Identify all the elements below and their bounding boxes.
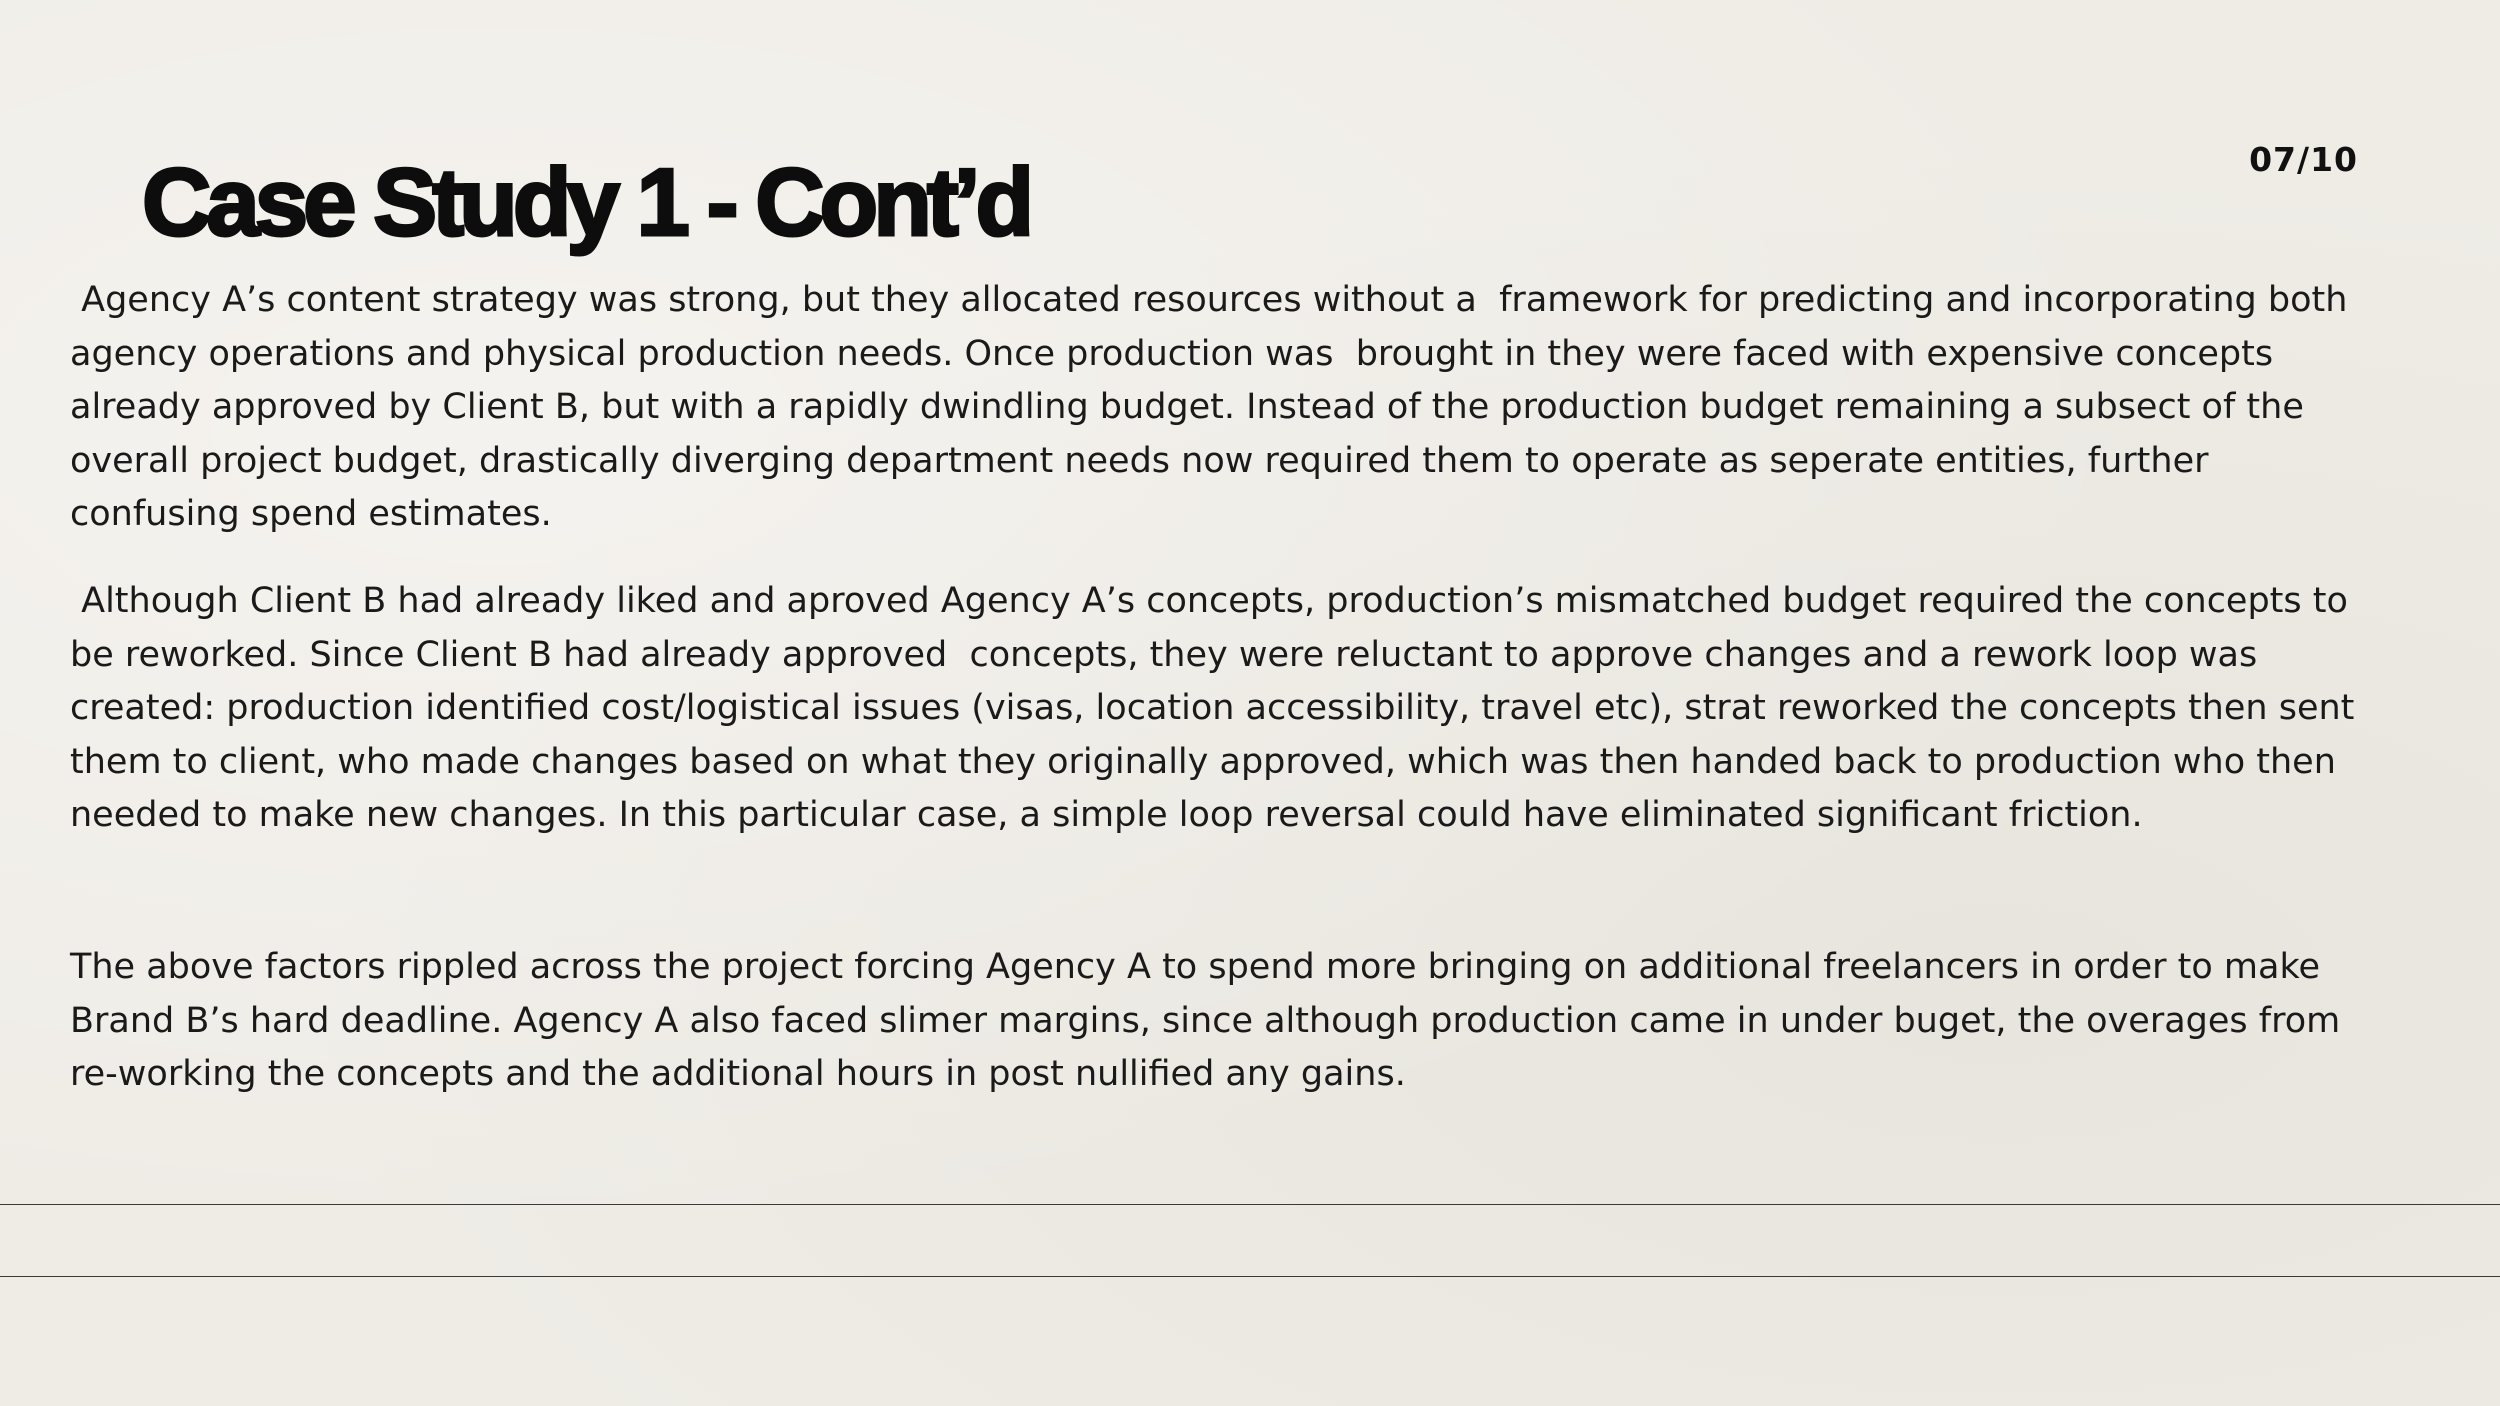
page-number: 07/10 — [2249, 140, 2358, 179]
paragraph-rework-loop: Although Client B had already liked and aproved Agency A’s concepts, production’s mismatched budget required the concepts to be reworked. Since Client B had already approved concepts, they were reluctant to approve changes and a rework loop was created: production identified cost/logistical issues (visas, location accessibility, travel etc), strat reworked the concepts then sent them to client, who made changes based on what they originally approved, which was then handed back to production who then needed to make new changes. In this particular case, a simple loop reversal could have eliminated significant friction. — [70, 581, 2366, 835]
divider-line-top — [0, 1204, 2500, 1205]
slide-title: Case Study 1 - Cont’d — [142, 149, 1030, 256]
paragraph-project-impact: The above factors rippled across the project forcing Agency A to spend more bringing on additional freelancers in order to make Brand B’s hard deadline. Agency A also faced slimer margins, since although production came in under buget, the overages from re-working the concepts and the additional hours in post nullified any gains. — [70, 947, 2341, 1094]
divider-line-bottom — [0, 1276, 2500, 1277]
paragraph-content-strategy: Agency A’s content strategy was strong, but they allocated resources without a framework for predicting and incorporating both agency operations and physical production needs. Once production was brought in they were faced with expensive concepts already approved by Client B, but with a rapidly dwindling budget. Instead of the production budget remaining a subsect of the overall project budget, drastically diverging department needs now required them to operate as seperate entities, further confusing spend estimates. — [70, 280, 2359, 534]
